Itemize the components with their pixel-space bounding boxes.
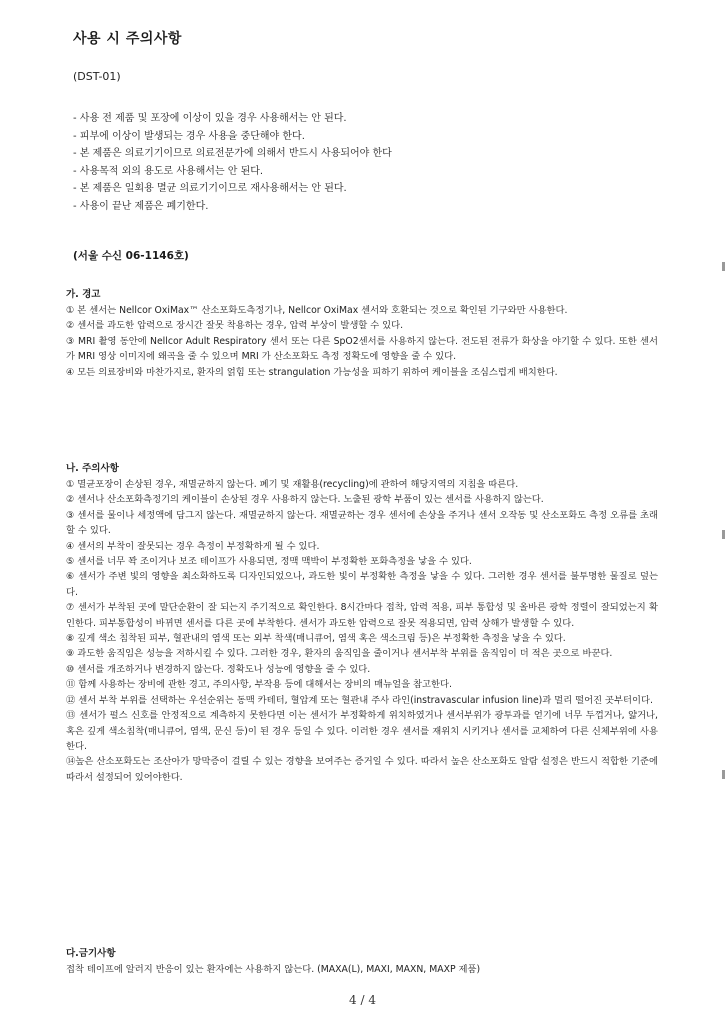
document-code: (DST-01) [73, 70, 121, 83]
contraindication-item: 접착 테이프에 알러지 반응이 있는 환자에는 사용하지 않는다. (MAXA(L), MAXI, MAXN, MAXP 제품) [66, 964, 481, 975]
permit-number: (서울 수신 06-1146호) [73, 250, 189, 262]
precaution-item: ⑦ 센서가 부착된 곳에 말단순환이 잘 되는지 주기적으로 확인한다. 8시간마다 접착, 압력 적용, 피부 통합성 및 올바른 광학 정렬이 잘되었는지 확인한다. 피부통합성이 바뀌면 센서를 다른 곳에 부착한다. 센서가 과도한 압력으로 잘못 적용되면, 압력 상해가 발생할 수 있다. [66, 602, 658, 629]
warning-item: ② 센서를 과도한 압력으로 장시간 잘못 착용하는 경우, 압력 부상이 발생할 수 있다. [66, 320, 404, 332]
intro-item: - 사용 전 제품 및 포장에 이상이 있을 경우 사용해서는 안 된다. [73, 113, 347, 124]
section-warning [66, 287, 658, 380]
section-precautions [66, 461, 658, 785]
intro-list [73, 110, 663, 216]
precaution-item: ③ 센서를 물이나 세정액에 담그지 않는다. 재멸균하지 않는다. 재멸균하는 경우 센서에 손상을 주거나 센서 오작동 및 산소포화도 측정 오류를 초래할 수 있다. [66, 509, 658, 537]
section-heading: 나. 주의사항 [66, 463, 119, 474]
precaution-item: ① 멸균포장이 손상된 경우, 재멸균하지 않는다. 폐기 및 재활용(recycling)에 관하여 해당지역의 지침을 따른다. [66, 479, 519, 490]
warning-item: ① 본 센서는 Nellcor OxiMax™ 산소포화도측정기나, Nellcor OxiMax 센서와 호환되는 것으로 확인된 기구와만 사용한다. [66, 305, 568, 316]
precaution-item: ⑫ 센서 부착 부위를 선택하는 우선순위는 동맥 카테터, 혈압계 또는 혈관내 주사 라인(instravascular infusion line)과 멀리 떨어진 곳부터이다. [66, 694, 653, 706]
section-heading: 다.금기사항 [66, 948, 116, 959]
precaution-item: ⑥ 센서가 주변 빛의 영향을 최소화하도록 디자인되었으나, 과도한 빛이 부정확한 측정을 낳을 수 있다. 그러한 경우 센서를 불투명한 물질로 덮는다. [66, 571, 658, 598]
intro-item: - 사용목적 외의 용도로 사용해서는 안 된다. [73, 165, 264, 177]
precaution-item: ⑩ 센서를 개조하거나 변경하지 않는다. 정확도나 성능에 영향을 줄 수 있다. [66, 663, 371, 675]
section-heading: 가. 경고 [66, 289, 101, 300]
precaution-item: ⑨ 과도한 움직임은 성능을 저하시킬 수 있다. 그러한 경우, 환자의 움직임을 줄이거나 센서부착 부위를 움직임이 더 적은 곳으로 바꾼다. [66, 648, 613, 660]
intro-item: - 본 제품은 일회용 멸균 의료기기이므로 재사용해서는 안 된다. [73, 183, 347, 195]
warning-item: ③ MRI 촬영 동안에 Nellcor Adult Respiratory 센서 또는 다른 SpO2센서를 사용하지 않는다. 전도된 전류가 화상을 야기할 수 있다. 또한 센서가 MRI 영상 이미지에 왜곡을 줄 수 있으며 MRI 가 산소포화도 측정 정확도에 영향을 줄 수 있다. [66, 335, 658, 363]
precaution-item: ⑤ 센서를 너무 꽉 조이거나 보조 테이프가 사용되면, 정맥 맥박이 부정확한 포화측정을 낳을 수 있다. [66, 556, 472, 568]
section-contraindications [66, 946, 658, 977]
precaution-item: ⑪ 함께 사용하는 장비에 관한 경고, 주의사항, 부작용 등에 대해서는 장비의 매뉴얼을 참고한다. [66, 679, 452, 691]
precaution-item: ④ 센서의 부착이 잘못되는 경우 측정이 부정확하게 될 수 있다. [66, 540, 320, 552]
precaution-item: ⑬ 센서가 펄스 신호를 안정적으로 계측하지 못한다면 이는 센서가 부정확하게 위치하였거나 센서부위가 광투과를 얻기에 너무 두껍거나, 얇거나, 혹은 깊게 색소침착(매니큐어, 염색, 문신 등)이 된 경우 등일 수 있다. 이러한 경우 센서를 재위치 시키거나 센서를 교체하여 다른 신체부위에 사용한다. [66, 710, 658, 752]
page-number: 4 / 4 [349, 993, 376, 1007]
precaution-item: ② 센서나 산소포화측정기의 케이블이 손상된 경우 사용하지 않는다. 노출된 광학 부품이 있는 센서를 사용하지 않는다. [66, 494, 544, 506]
intro-item: - 사용이 끝난 제품은 폐기한다. [73, 200, 209, 212]
precaution-item: ⑭높은 산소포화도는 조산아가 망막증이 걸릴 수 있는 경향을 보여주는 증거일 수 있다. 따라서 높은 산소포화도 알람 설정은 반드시 적합한 기준에 따라서 설정되어 있어야한다. [66, 756, 658, 783]
intro-item: - 본 제품은 의료기기이므로 의료전문가에 의해서 반드시 사용되어야 한다 [73, 148, 392, 160]
precaution-item: ⑧ 깊게 색소 침착된 피부, 혈관내의 염색 또는 외부 착색(매니큐어, 염색 혹은 색소크림 등)은 부정확한 측정을 낳을 수 있다. [66, 633, 566, 645]
warning-item: ④ 모든 의료장비와 마찬가지로, 환자의 얽힘 또는 strangulation 가능성을 피하기 위하여 케이블을 조심스럽게 배치한다. [66, 366, 558, 378]
document-title: 사용 시 주의사항 [73, 31, 182, 47]
intro-item: - 피부에 이상이 발생되는 경우 사용을 중단해야 한다. [73, 130, 305, 142]
